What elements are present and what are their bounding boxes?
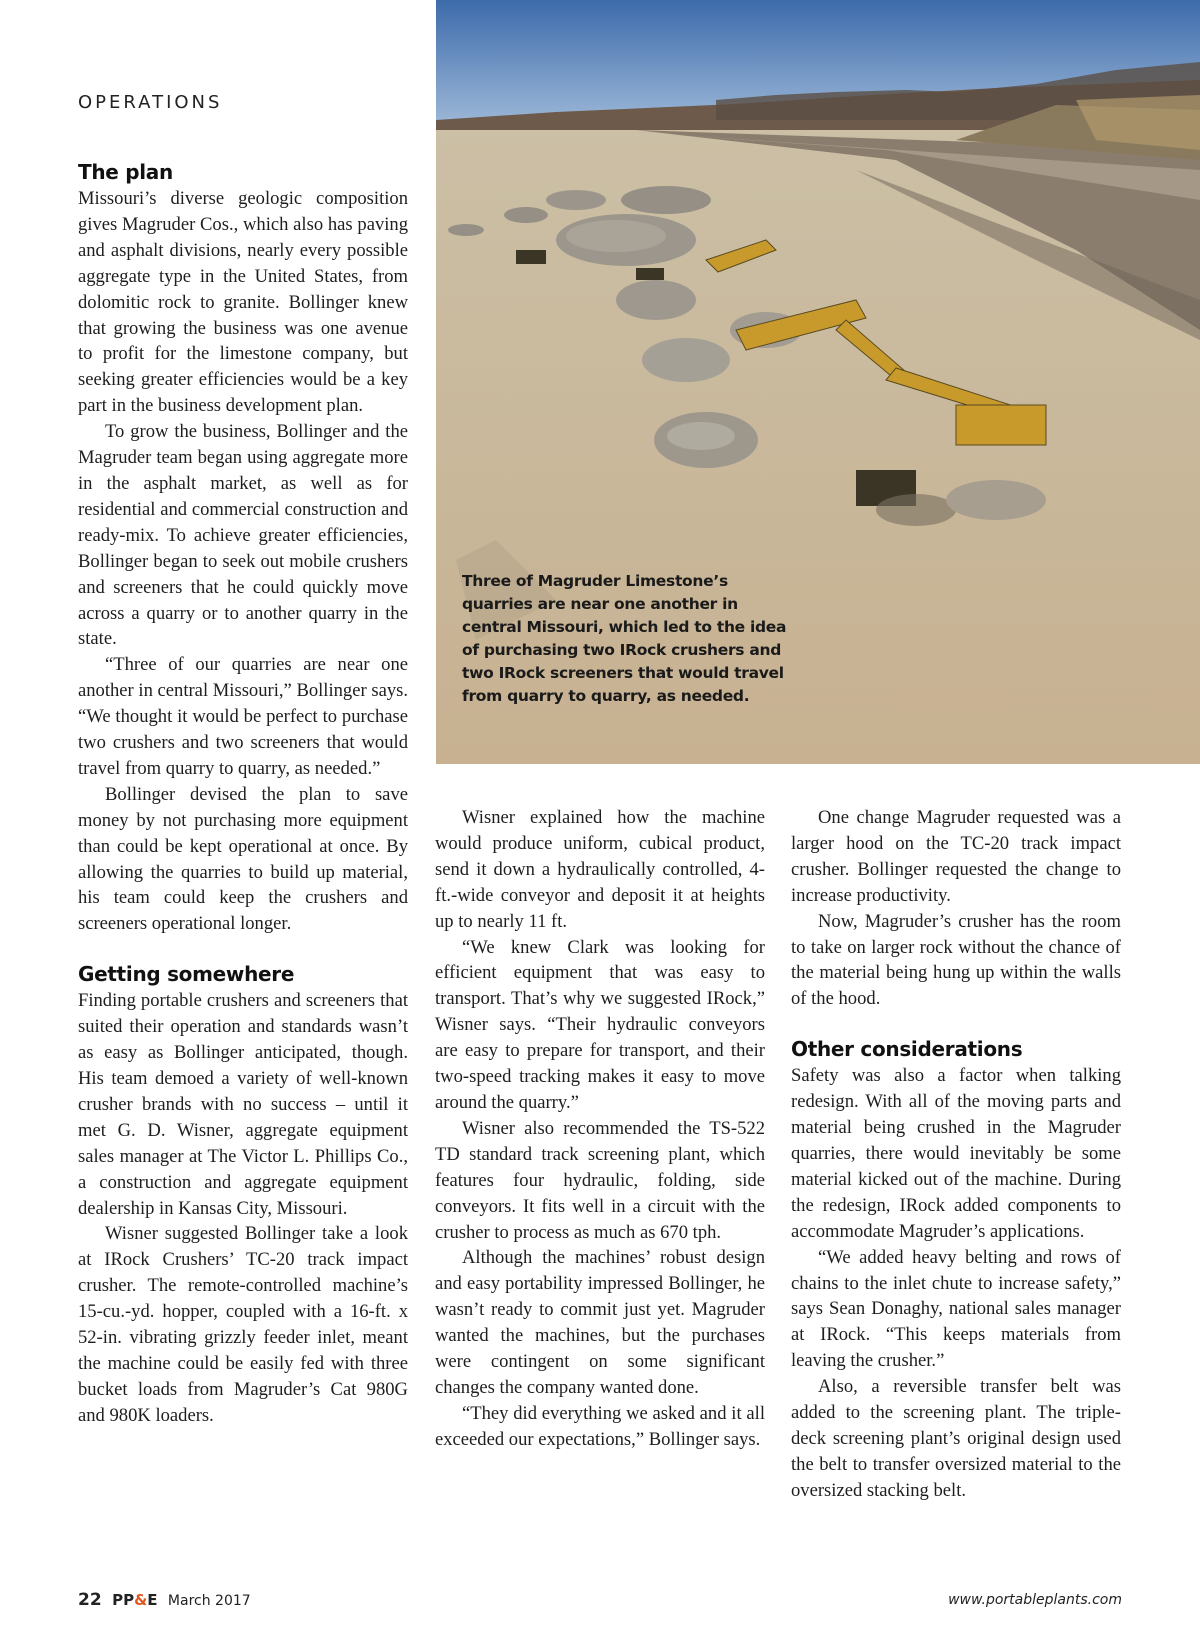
- logo-amp: &: [134, 1591, 148, 1609]
- logo-pp: PP: [112, 1591, 135, 1609]
- logo-e: E: [147, 1591, 158, 1609]
- paragraph: Safety was also a factor when talking redesign. With all of the moving parts and material being crushed in the Magruder quarries, there would inevitably be some material kicked out of the machine. During the redesign, IRock added components to accommodate Magruder’s applications.: [791, 1065, 1121, 1242]
- paragraph: To grow the business, Bollinger and the Magruder team began using aggregate more in the asphalt market, as well as for residential and commercial construction and ready-mix. To achieve greater efficiencies, Bollinger began to seek out mobile crushers and screeners that he could quickly move across a quarry or to another quarry in the state.: [78, 421, 408, 650]
- paragraph: Missouri’s diverse geologic composition gives Magruder Cos., which also has paving and asphalt divisions, nearly every possible aggregate type in the United States, from dolomitic rock to granite. Bollinger knew that growing the business was one avenue to profit for the limestone company, but seeking greater efficiencies would be a key part in the business development plan.: [78, 188, 408, 417]
- heading-the-plan: The plan: [78, 160, 173, 184]
- paragraph: Bollinger devised the plan to save money by not purchasing more equipment than could be kept operational at once. By allowing the quarries to build up material, his team could keep the crushers and screeners operational longer.: [78, 783, 408, 935]
- paragraph: “We added heavy belting and rows of chains to the inlet chute to increase safety,” says Sean Donaghy, national sales manager at IRock. “This keeps materials from leaving the crusher.”: [791, 1246, 1121, 1372]
- issue-date: March 2017: [167, 1593, 251, 1609]
- paragraph: Wisner suggested Bollinger take a look at IRock Crushers’ TC-20 track impact crusher. The remote-controlled machine’s 15-cu.-yd. hopper, coupled with a 16-ft. x 52-in. vibrating grizzly feeder inlet, meant the machine could be easily fed with three bucket loads from Magruder’s Cat 980G and 980K loaders.: [78, 1223, 408, 1426]
- paragraph: “We knew Clark was looking for efficient equipment that was easy to transport. That’s why we suggested IRock,” Wisner says. “Their hydraulic conveyors are easy to prepare for transport, and their two-speed tracking makes it easy to move around the quarry.”: [435, 936, 765, 1113]
- paragraph: Finding portable crushers and screeners that suited their operation and standards wasn’t as easy as Bollinger anticipated, though. His team demoed a variety of well-known crusher brands with no success – until it met G. D. Wisner, aggregate equipment sales manager at The Victor L. Phillips Co., a construction and aggregate equipment dealership in Kansas City, Missouri.: [78, 990, 408, 1219]
- paragraph: One change Magruder requested was a larger hood on the TC-20 track impact crusher. Bollinger requested the change to increase productivity.: [791, 807, 1121, 906]
- paragraph: Although the machines’ robust design and easy portability impressed Bollinger, he wasn’t ready to commit just yet. Magruder wanted the machines, but the purchases were contingent on some significant changes the company wanted done.: [435, 1247, 765, 1398]
- footer-left: [78, 1590, 251, 1610]
- page-number: 22: [78, 1590, 102, 1610]
- section-label: OPERATIONS: [78, 92, 223, 113]
- article-column-3: [791, 805, 1121, 1504]
- magazine-logo: [112, 1591, 157, 1609]
- paragraph: Wisner also recommended the TS-522 TD standard track screening plant, which features four hydraulic, folding, side conveyors. It fits well in a circuit with the crusher to process as much as 670 tph.: [435, 1117, 765, 1243]
- article-column-2: [435, 805, 765, 1453]
- quarry-photo: [436, 0, 1200, 764]
- paragraph: “Three of our quarries are near one another in central Missouri,” Bollinger says. “We thought it would be perfect to purchase two crushers and two screeners that would travel from quarry to quarry, as needed.”: [78, 654, 408, 779]
- heading-getting-somewhere: Getting somewhere: [78, 962, 295, 987]
- photo-caption: Three of Magruder Limestone’s quarries are near one another in central Missouri, which led to the idea of purchasing two IRock crushers and two IRock screeners that would travel from quarry to quarry, as needed.: [462, 572, 787, 705]
- paragraph: Also, a reversible transfer belt was added to the screening plant. The triple-deck screening plant’s original design used the belt to transfer oversized material to the oversized stacking belt.: [791, 1376, 1121, 1501]
- heading-other-considerations: Other considerations: [791, 1037, 1023, 1062]
- article-column-1: [78, 159, 408, 1429]
- paragraph: Wisner explained how the machine would produce uniform, cubical product, send it down a hydraulically controlled, 4-ft.-wide conveyor and deposit it at heights up to nearly 11 ft.: [435, 807, 765, 932]
- footer-url[interactable]: www.portableplants.com: [948, 1592, 1122, 1608]
- paragraph: Now, Magruder’s crusher has the room to take on larger rock without the chance of the material being hung up within the walls of the hood.: [791, 910, 1121, 1010]
- paragraph: “They did everything we asked and it all exceeded our expectations,” Bollinger says.: [435, 1402, 765, 1450]
